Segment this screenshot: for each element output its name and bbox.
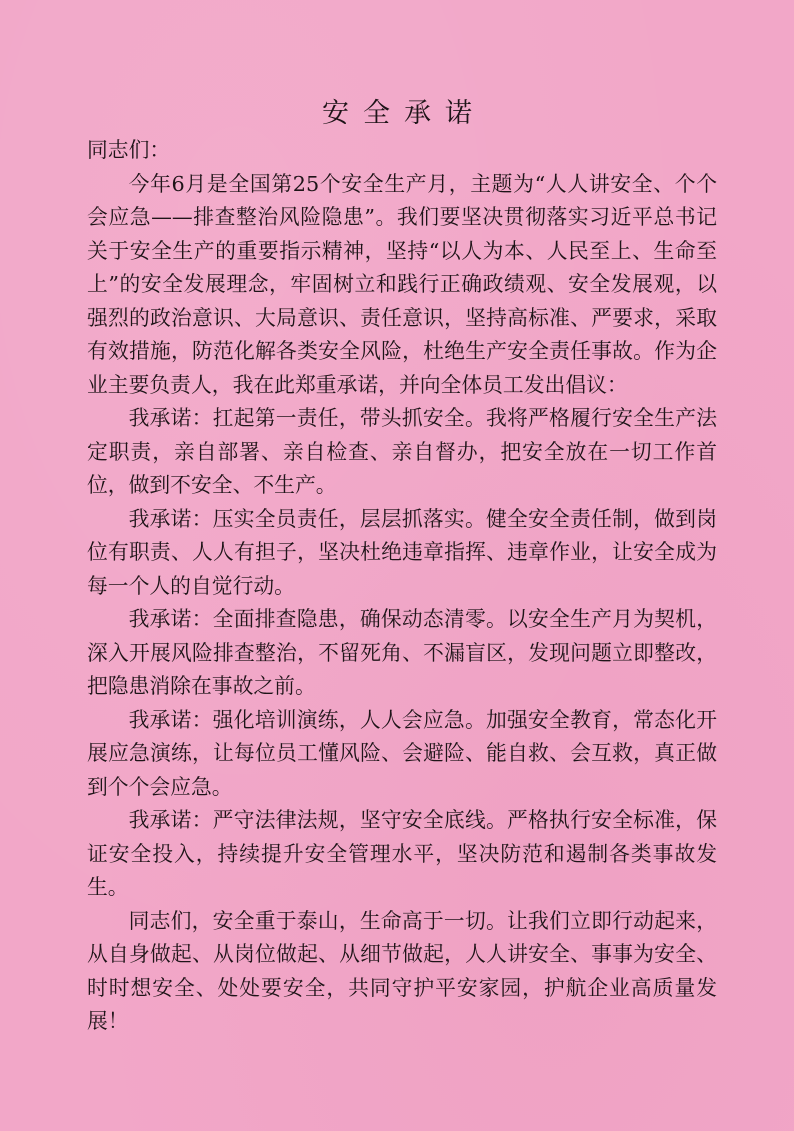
paragraph-commitment-1: 我承诺：扛起第一责任，带头抓安全。我将严格履行安全生产法定职责，亲自部署、亲自检查、亲自督办，把安全放在一切工作首位，做到不安全、不生产。 [87,406,717,497]
document-title: 安全承诺 [322,98,486,129]
paragraph-commitment-4: 我承诺：强化培训演练，人人会应急。加强安全教育，常态化开展应急演练，让每位员工懂风险、会避险、能自救、会互救，真正做到个个会应急。 [87,707,717,799]
paragraph-closing: 同志们，安全重于泰山，生命高于一切。让我们立即行动起来，从自身做起、从岗位做起、从细节做起，人人讲安全、事事为安全、时时想安全、处处要安全，共同守护平安家园，护航企业高质量发展！ [87,908,717,1033]
paragraph-intro: 今年6月是全国第25个安全生产月，主题为“人人讲安全、个个会应急——排查整治风险隐患”。我们要坚决贯彻落实习近平总书记关于安全生产的重要指示精神，坚持“以人为本、人民至上、生命至上”的安全发展理念，牢固树立和践行正确政绩观、安全发展观，以强烈的政治意识、大局意识、责任意识，坚持高标准、严要求，采取有效措施，防范化解各类安全风险，杜绝生产安全责任事故。作为企业主要负责人，我在此郑重承诺，并向全体员工发出倡议： [87,171,717,397]
paragraph-commitment-5: 我承诺：严守法律法规，坚守安全底线。严格执行安全标准，保证安全投入，持续提升安全管理水平，坚决防范和遏制各类事故发生。 [87,808,717,899]
paragraph-commitment-2: 我承诺：压实全员责任，层层抓落实。健全安全责任制，做到岗位有职责、人人有担子，坚决杜绝违章指挥、违章作业，让安全成为每一个人的自觉行动。 [87,506,717,598]
paragraph-commitment-3: 我承诺：全面排查隐患，确保动态清零。以安全生产月为契机，深入开展风险排查整治，不留死角、不漏盲区，发现问题立即整改，把隐患消除在事故之前。 [87,607,717,698]
document-body [87,134,717,1039]
greeting: 同志们： [87,138,171,162]
